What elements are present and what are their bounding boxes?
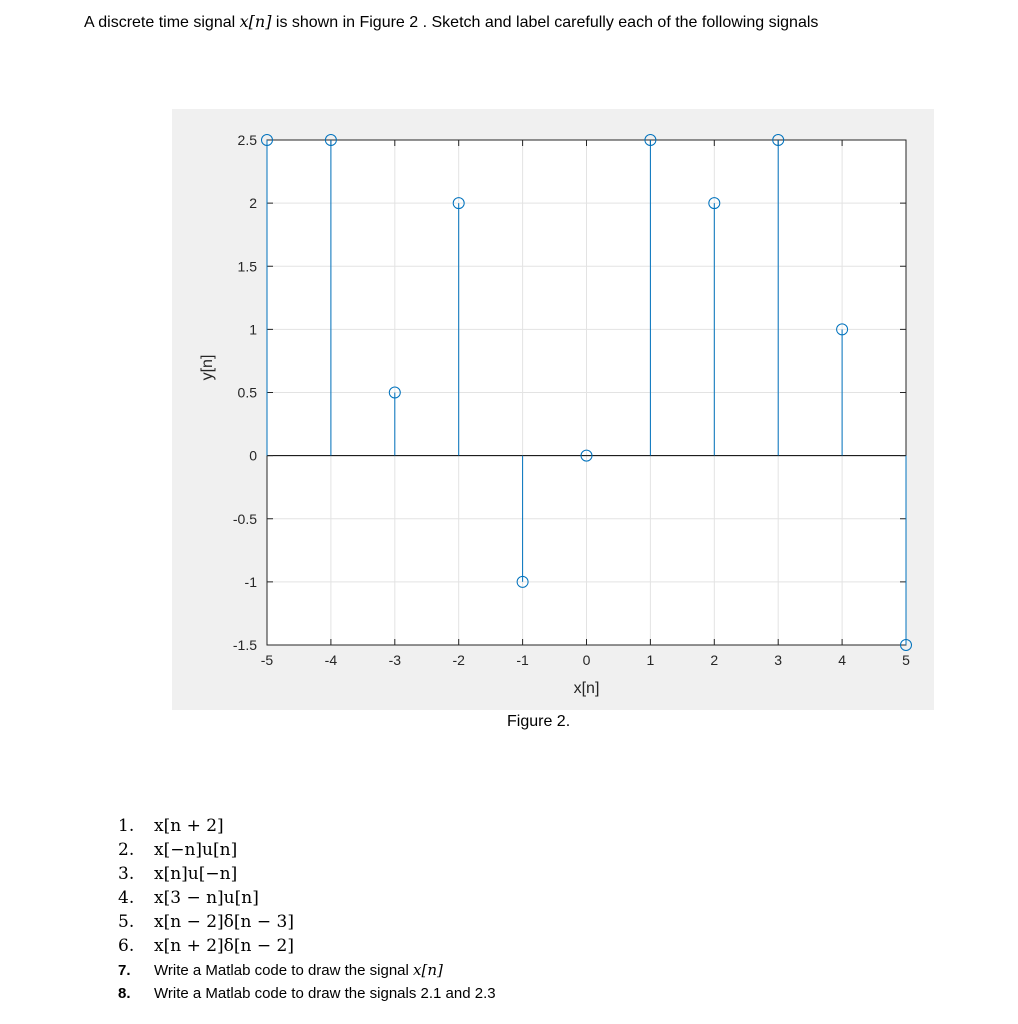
question-expr: x[−n]u[n] bbox=[154, 840, 238, 860]
y-tick-label: -1 bbox=[244, 573, 257, 590]
y-tick-label: -1.5 bbox=[232, 637, 257, 653]
question-item: 4. x[3 − n]u[n] bbox=[118, 888, 259, 908]
y-axis-label: y[n] bbox=[199, 354, 216, 381]
question-item: 3. x[n]u[−n] bbox=[118, 864, 238, 884]
x-tick-label: 1 bbox=[646, 652, 655, 668]
question-expr: x[n + 2]δ[n − 2] bbox=[154, 936, 294, 956]
question-text: Write a Matlab code to draw the signal x[n] bbox=[154, 961, 443, 979]
intro-suffix: is shown in Figure 2 . Sketch and label carefully each of the following signals bbox=[271, 14, 819, 31]
stem-plot bbox=[172, 109, 934, 710]
question-item: 6. x[n + 2]δ[n − 2] bbox=[118, 936, 294, 956]
y-tick-label: 0 bbox=[249, 447, 257, 464]
y-tick-label: 0.5 bbox=[237, 384, 257, 401]
x-tick-label: 5 bbox=[902, 652, 910, 668]
x-tick-label: 4 bbox=[838, 652, 846, 668]
x-tick-label: -3 bbox=[388, 652, 402, 668]
x-tick-label: -1 bbox=[516, 652, 529, 668]
problem-statement bbox=[84, 12, 818, 32]
question-expr: x[n + 2] bbox=[154, 816, 224, 836]
question-expr: x[n]u[−n] bbox=[154, 864, 238, 884]
y-tick-label: -0.5 bbox=[232, 510, 257, 527]
question-item: 5. x[n − 2]δ[n − 3] bbox=[118, 912, 294, 932]
x-tick-label: 3 bbox=[774, 652, 783, 668]
question-expr: x[3 − n]u[n] bbox=[154, 888, 259, 908]
question-list bbox=[118, 814, 496, 1006]
y-tick-label: 2 bbox=[249, 195, 257, 212]
question-item: 8. Write a Matlab code to draw the signals 2.1 and 2.3 bbox=[118, 985, 496, 1002]
x-tick-label: -2 bbox=[452, 652, 465, 668]
x-tick-label: 2 bbox=[710, 652, 719, 668]
x-axis-label: x[n] bbox=[573, 680, 600, 697]
y-tick-label: 2.5 bbox=[237, 132, 257, 148]
intro-prefix: A discrete time signal bbox=[84, 14, 240, 31]
question-item: 7. Write a Matlab code to draw the signal x[n] bbox=[118, 961, 443, 979]
question-item: 1. x[n + 2] bbox=[118, 816, 224, 836]
y-tick-label: 1.5 bbox=[237, 258, 257, 275]
question-text: Write a Matlab code to draw the signals 2.1 and 2.3 bbox=[154, 985, 496, 1002]
figure-2 bbox=[172, 109, 934, 710]
question-expr: x[n − 2]δ[n − 3] bbox=[154, 912, 294, 932]
intro-symbol: x[n] bbox=[239, 12, 272, 31]
x-tick-label: -4 bbox=[324, 652, 338, 668]
x-tick-label: 0 bbox=[582, 652, 591, 668]
y-tick-label: 1 bbox=[249, 321, 257, 338]
figure-caption: Figure 2. bbox=[507, 713, 571, 730]
question-item: 2. x[−n]u[n] bbox=[118, 840, 238, 860]
x-tick-label: -5 bbox=[260, 652, 274, 668]
